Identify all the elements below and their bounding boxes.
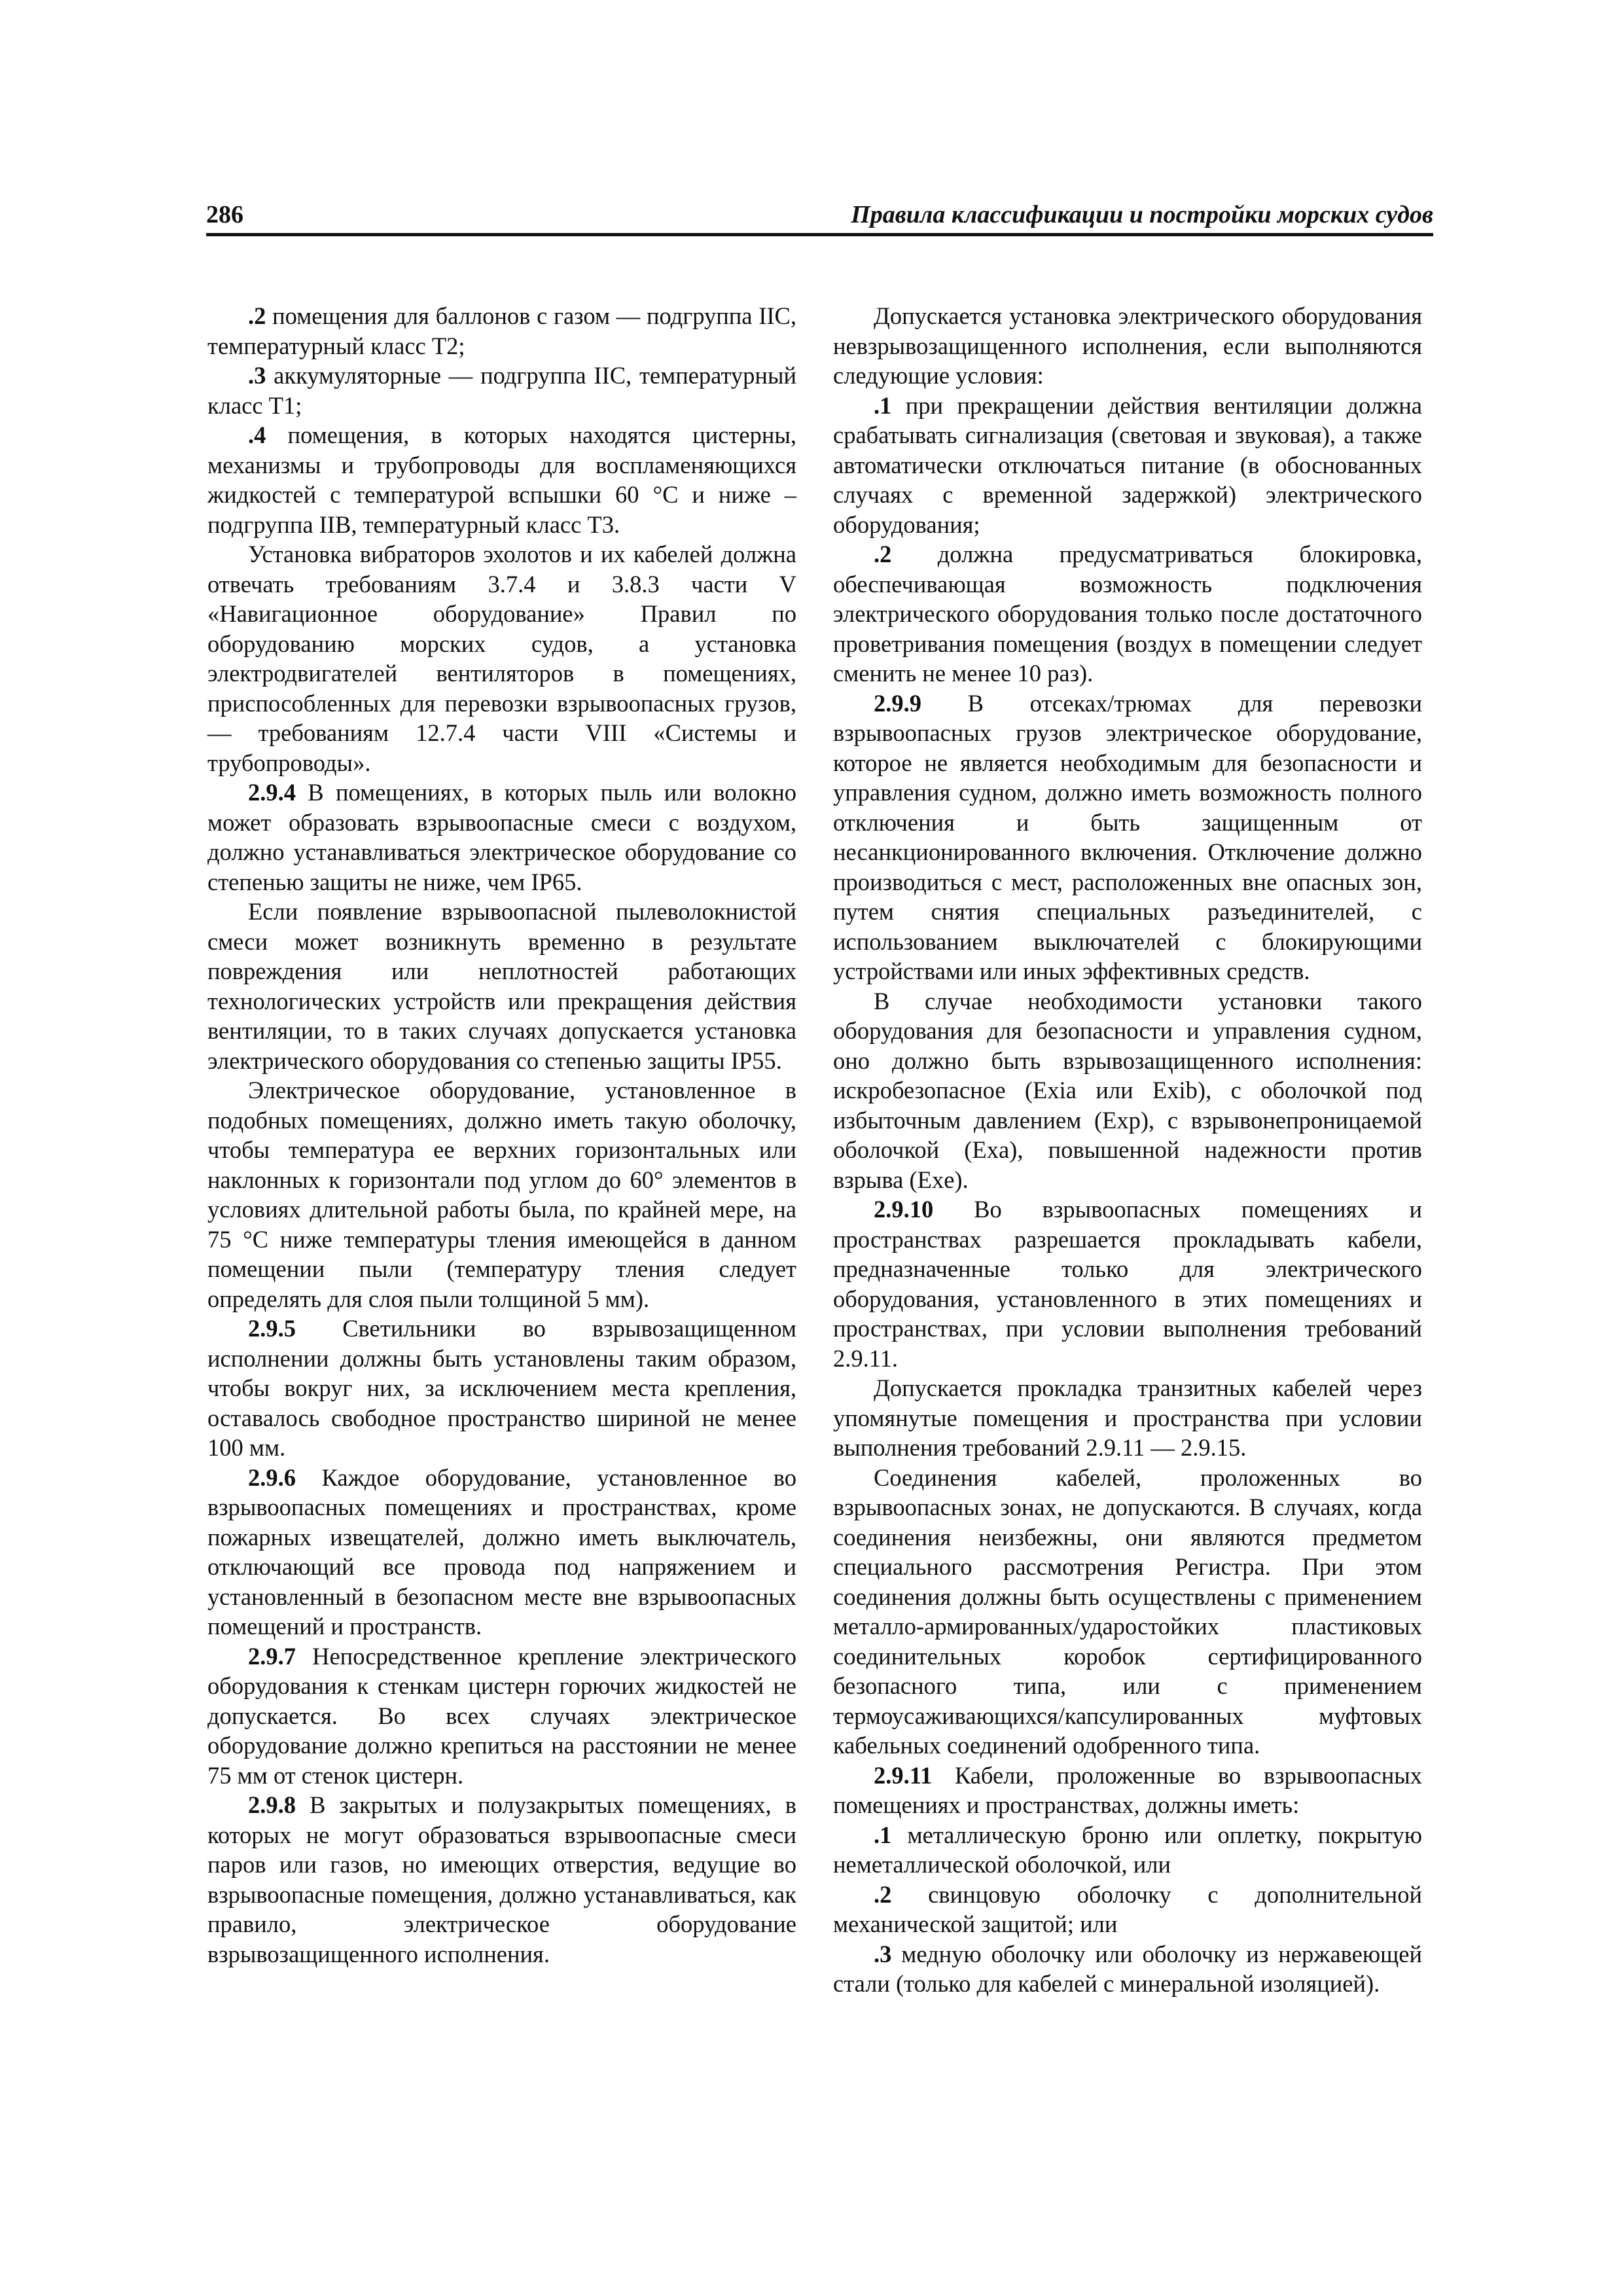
right-column (833, 301, 1422, 1999)
paragraph: 2.9.10 Во взрывоопасных помещениях и пространствах разрешается прокладывать кабели, предназначенные только для электрического оборудования, установленного в этих помещениях и пространствах, при условии выполнения требований 2.9.11. (833, 1196, 1422, 1372)
paragraph: 2.9.11 Кабели, проложенные во взрывоопасных помещениях и пространствах, должны иметь: (833, 1761, 1422, 1818)
paragraph: .4 помещения, в которых находятся цистерны, механизмы и трубопроводы для воспламеняющихся жидкостей с температурой вспышки 60 °С и ниже – подгруппа IIВ, температурный класс Т3. (207, 422, 796, 538)
left-column (207, 301, 796, 1969)
paragraph: 2.9.5 Светильники во взрывозащищенном исполнении должны быть установлены таким образом, чтобы вокруг них, за исключением места крепления, оставалось свободное пространство шириной не менее 100 мм. (207, 1315, 796, 1461)
paragraph: Допускается установка электрического оборудования невзрывозащищенного исполнения, если выполняются следующие условия: (833, 302, 1422, 389)
page-number: 286 (206, 201, 243, 228)
paragraph: .2 должна предусматриваться блокировка, обеспечивающая возможность подключения электрического оборудования только после достаточного проветривания помещения (воздух в помещении следует сменить не менее 10 раз). (833, 541, 1422, 687)
paragraph: Допускается прокладка транзитных кабелей через упомянутые помещения и пространства при условии выполнения требований 2.9.11 — 2.9.15. (833, 1374, 1422, 1461)
paragraph: Соединения кабелей, проложенных во взрывоопасных зонах, не допускаются. В случаях, когда соединения неизбежны, они являются предметом специального рассмотрения Регистра. При этом соединения должны быть осуществлены с применением металло-армированных/ударостойких пластиковых соединительных коробок сертифицированного безопасного типа, или с применением термоусаживающихся/капсулированных муфтовых кабельных соединений одобренного типа. (833, 1463, 1422, 1759)
paragraph: В случае необходимости установки такого оборудования для безопасности и управления судном, оно должно быть взрывозащищенного исполнения: искробезопасное (Exia или Exib), с оболочкой под избыточным давлением (Exp), с взрывонепроницаемой оболочкой (Exa), повышенной надежности против взрыва (Exe). (833, 987, 1422, 1193)
paragraph: 2.9.4 В помещениях, в которых пыль или волокно может образовать взрывоопасные смеси с воздухом, должно устанавливаться электрическое оборудование со степенью защиты не ниже, чем IP65. (207, 779, 796, 895)
paragraph: .1 металлическую броню или оплетку, покрытую неметаллической оболочкой, или (833, 1821, 1422, 1878)
paragraph: .3 аккумуляторные — подгруппа IIС, температурный класс Т1; (207, 362, 796, 419)
paragraph: 2.9.9 В отсеках/трюмах для перевозки взрывоопасных грузов электрическое оборудование, которое не является необходимым для безопасности и управления судном, должно иметь возможность полного отключения и быть защищенным от несанкционированного включения. Отключение должно производиться с мест, расположенных вне опасных зон, путем снятия специальных разъединителей, с использованием выключателей с блокирующими устройствами или иных эффективных средств. (833, 689, 1422, 984)
header-rule (206, 233, 1433, 236)
paragraph: .1 при прекращении действия вентиляции должна срабатывать сигнализация (световая и звуковая), а также автоматически отключаться питание (в обоснованных случаях с временной задержкой) электрического оборудования; (833, 391, 1422, 538)
paragraph: Если появление взрывоопасной пылеволокнистой смеси может возникнуть временно в результате повреждения или неплотностей работающих технологических устройств или прекращения действия вентиляции, то в таких случаях допускается установка электрического оборудования со степенью защиты IP55. (207, 898, 796, 1074)
paragraph: Установка вибраторов эхолотов и их кабелей должна отвечать требованиям 3.7.4 и 3.8.3 части V «Навигационное оборудование» Правил по оборудованию морских судов, а установка электродвигателей вентиляторов в помещениях, приспособленных для перевозки взрывоопасных грузов, — требованиям 12.7.4 части VIII «Системы и трубопроводы». (207, 541, 796, 776)
paragraph: 2.9.6 Каждое оборудование, установленное во взрывоопасных помещениях и пространствах, кроме пожарных извещателей, должно иметь выключатель, отключающий все провода под напряжением и установленный в безопасном месте вне взрывоопасных помещений и пространств. (207, 1463, 796, 1640)
paragraph: Электрическое оборудование, установленное в подобных помещениях, должно иметь такую оболочку, чтобы температура ее верхних горизонтальных или наклонных к горизонтали под углом до 60° элементов в условиях длительной работы была, по крайней мере, на 75 °С ниже температуры тления имеющейся в данном помещении пыли (температуру тления следует определять для слоя пыли толщиной 5 мм). (207, 1077, 796, 1312)
running-title: Правила классификации и постройки морских судов (851, 201, 1433, 228)
paragraph: .3 медную оболочку или оболочку из нержавеющей стали (только для кабелей с минеральной изоляцией). (833, 1940, 1422, 1997)
paragraph: 2.9.7 Непосредственное крепление электрического оборудования к стенкам цистерн горючих жидкостей не допускается. Во всех случаях электрическое оборудование должно крепиться на расстоянии не менее 75 мм от стенок цистерн. (207, 1642, 796, 1789)
paragraph: .2 помещения для баллонов с газом — подгруппа IIС, температурный класс Т2; (207, 302, 796, 359)
page-header (206, 196, 1433, 234)
paragraph: 2.9.8 В закрытых и полузакрытых помещениях, в которых не могут образоваться взрывоопасные смеси паров или газов, но имеющих отверстия, ведущие во взрывоопасные помещения, должно устанавливаться, как правило, электрическое оборудование взрывозащищенного исполнения. (207, 1791, 796, 1967)
paragraph: .2 свинцовую оболочку с дополнительной механической защитой; или (833, 1880, 1422, 1937)
